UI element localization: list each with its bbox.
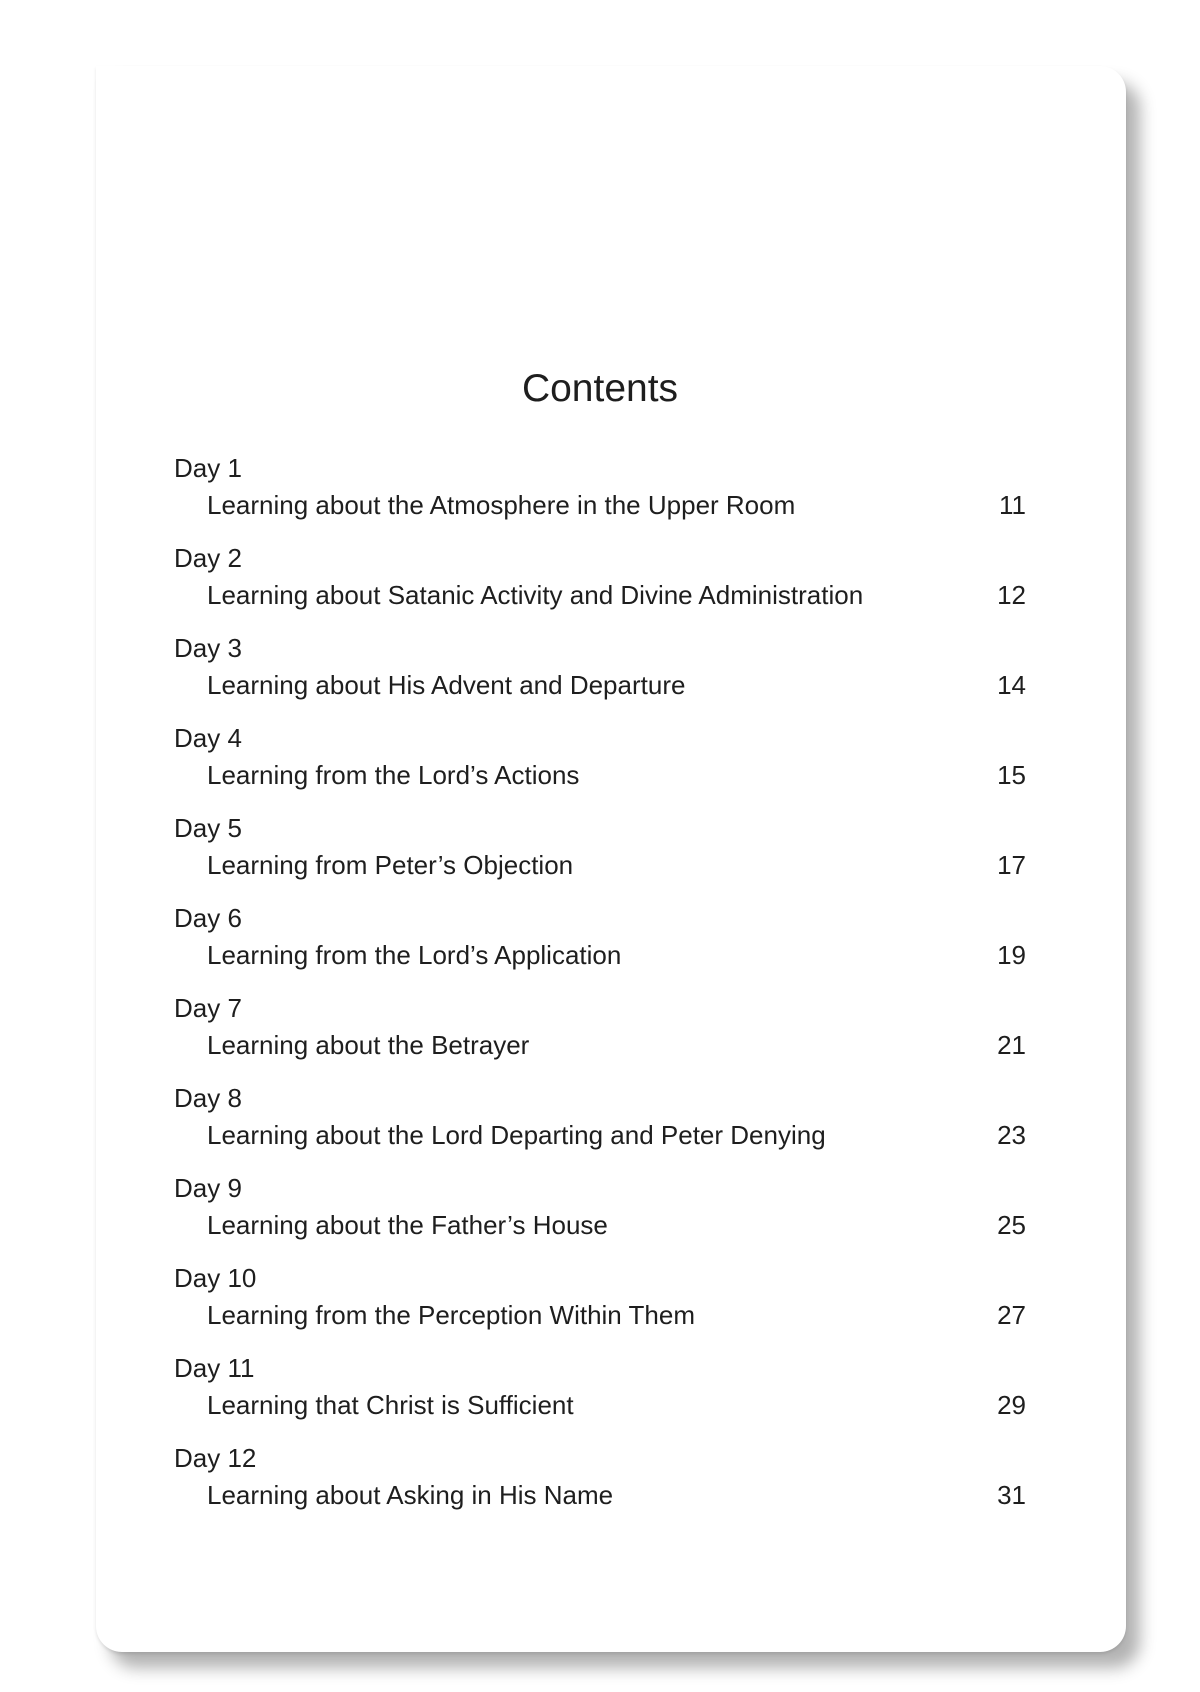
toc-day-label: Day 5: [174, 813, 242, 843]
toc-entry-title: Learning from the Lord’s Actions: [207, 760, 580, 790]
toc-entry: [174, 1350, 1026, 1440]
toc-day-label: Day 6: [174, 903, 242, 933]
page-title: Contents: [521, 367, 679, 410]
toc-entry: [174, 720, 1026, 810]
toc-page-number: 29: [997, 1390, 1026, 1420]
toc-day-label: Day 10: [174, 1263, 257, 1293]
toc-entry: [174, 450, 1026, 540]
toc-entry: [174, 1440, 1026, 1530]
toc-entry-title: Learning about the Lord Departing and Peter Denying: [207, 1120, 826, 1150]
toc-page-number: 17: [997, 850, 1026, 880]
toc-page-number: 23: [997, 1120, 1026, 1150]
toc-page-number: 31: [997, 1480, 1026, 1510]
toc-entry: [174, 1170, 1026, 1260]
toc-entry: [174, 900, 1026, 990]
toc-page-number: 21: [997, 1030, 1026, 1060]
toc-day-label: Day 9: [174, 1173, 242, 1203]
toc-page-number: 12: [997, 580, 1026, 610]
toc-entry-title: Learning from the Perception Within Them: [207, 1300, 695, 1330]
toc-day-label: Day 11: [174, 1353, 255, 1383]
toc-entry: [174, 1080, 1026, 1170]
toc-page-number: 14: [997, 670, 1026, 700]
toc-day-label: Day 7: [174, 993, 242, 1023]
toc-day-label: Day 12: [174, 1443, 257, 1473]
toc-day-label: Day 4: [174, 723, 242, 753]
toc-page-number: 19: [997, 940, 1026, 970]
toc-day-label: Day 8: [174, 1083, 242, 1113]
toc-page-number: 27: [997, 1300, 1026, 1330]
toc-entry-title: Learning that Christ is Sufficient: [207, 1390, 574, 1420]
toc-page-number: 25: [997, 1210, 1026, 1240]
toc-entry-title: Learning about Satanic Activity and Divine Administration: [207, 580, 864, 610]
toc-entry: [174, 990, 1026, 1080]
toc-entry: [174, 630, 1026, 720]
toc-entry-title: Learning about the Betrayer: [207, 1030, 530, 1060]
toc-page-number: 15: [997, 760, 1026, 790]
toc-entry: [174, 1260, 1026, 1350]
toc-entry-title: Learning about the Atmosphere in the Upper Room: [207, 490, 796, 520]
toc-entry-title: Learning from the Lord’s Application: [207, 940, 622, 970]
toc-entry-title: Learning about His Advent and Departure: [207, 670, 686, 700]
toc-day-label: Day 2: [174, 543, 242, 573]
toc-entry-title: Learning about Asking in His Name: [207, 1480, 614, 1510]
toc-entry: [174, 540, 1026, 630]
toc-day-label: Day 1: [174, 453, 242, 483]
toc-entry-title: Learning from Peter’s Objection: [207, 850, 574, 880]
toc-day-label: Day 3: [174, 633, 242, 663]
toc-page-number: 11: [999, 490, 1026, 520]
toc-entry-title: Learning about the Father’s House: [207, 1210, 608, 1240]
toc-entry: [174, 810, 1026, 900]
table-of-contents: [174, 450, 1026, 1530]
